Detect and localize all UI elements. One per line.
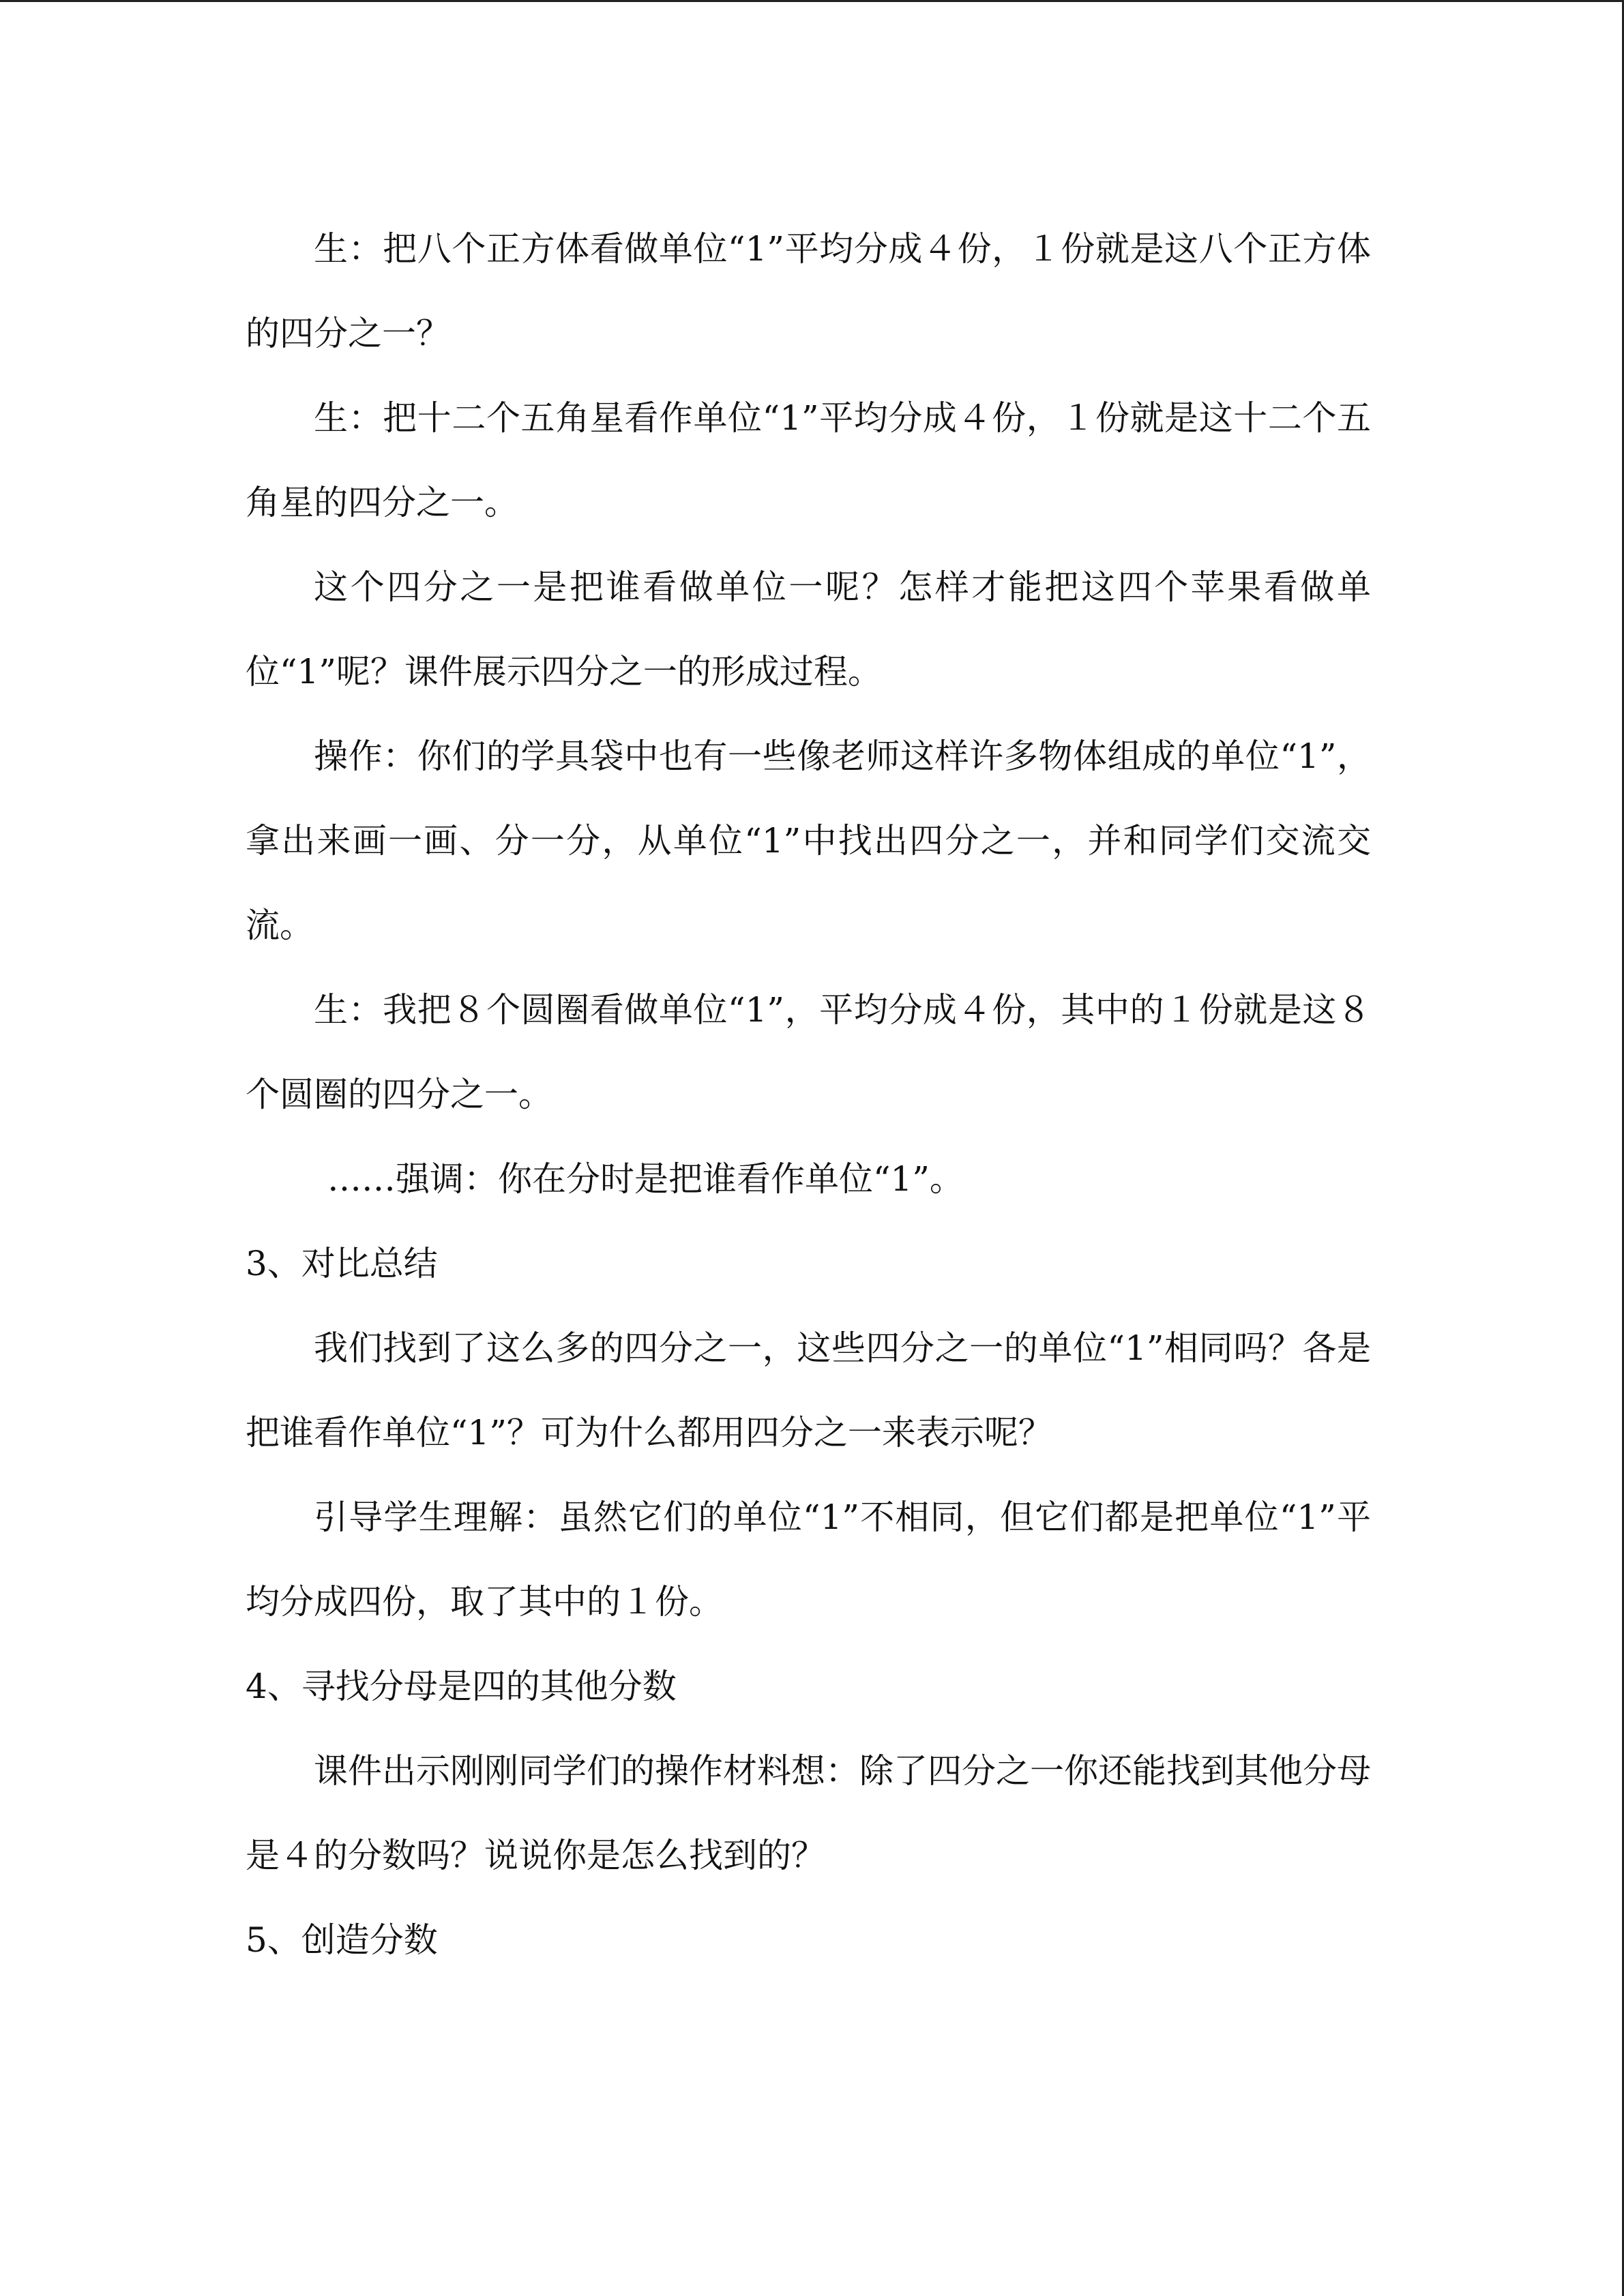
document-body xyxy=(246,207,1371,1982)
paragraph-apples-question: 这个四分之一是把谁看做单位一呢？怎样才能把这四个苹果看做单位“1”呢？课件展示四分之一的形成过程。 xyxy=(246,567,1371,691)
paragraph-courseware-materials: 课件出示刚刚同学们的操作材料想：除了四分之一你还能找到其他分母是４的分数吗？说说你是怎么找到的？ xyxy=(246,1751,1371,1875)
paragraph-student-circles: 生：我把８个圆圈看做单位“1”，平均分成４份，其中的１份就是这８个圆圈的四分之一。 xyxy=(246,990,1371,1114)
section-heading-find-fractions: 4、寻找分母是四的其他分数 xyxy=(246,1667,677,1706)
paragraph-student-stars: 生：把十二个五角星看作单位“1”平均分成４份，１份就是这十二个五角星的四分之一。 xyxy=(246,398,1371,522)
paragraph-compare-question: 我们找到了这么多的四分之一，这些四分之一的单位“1”相同吗？各是把谁看作单位“1”？可为什么都用四分之一来表示呢？ xyxy=(246,1328,1371,1452)
section-heading-compare: 3、对比总结 xyxy=(246,1244,438,1283)
paragraph-emphasis: ……强调：你在分时是把谁看作单位“1”。 xyxy=(327,1159,964,1199)
paragraph-guide-understanding: 引导学生理解：虽然它们的单位“1”不相同，但它们都是把单位“1”平均分成四份，取了其中的１份。 xyxy=(246,1497,1371,1622)
section-heading-create-fractions: 5、创造分数 xyxy=(246,1920,438,1960)
paragraph-student-cubes: 生：把八个正方体看做单位“1”平均分成４份，１份就是这八个正方体的四分之一？ xyxy=(246,229,1371,353)
paragraph-operation: 操作：你们的学具袋中也有一些像老师这样许多物体组成的单位“1”，拿出来画一画、分一分，从单位“1”中找出四分之一，并和同学们交流交流。 xyxy=(246,736,1371,945)
